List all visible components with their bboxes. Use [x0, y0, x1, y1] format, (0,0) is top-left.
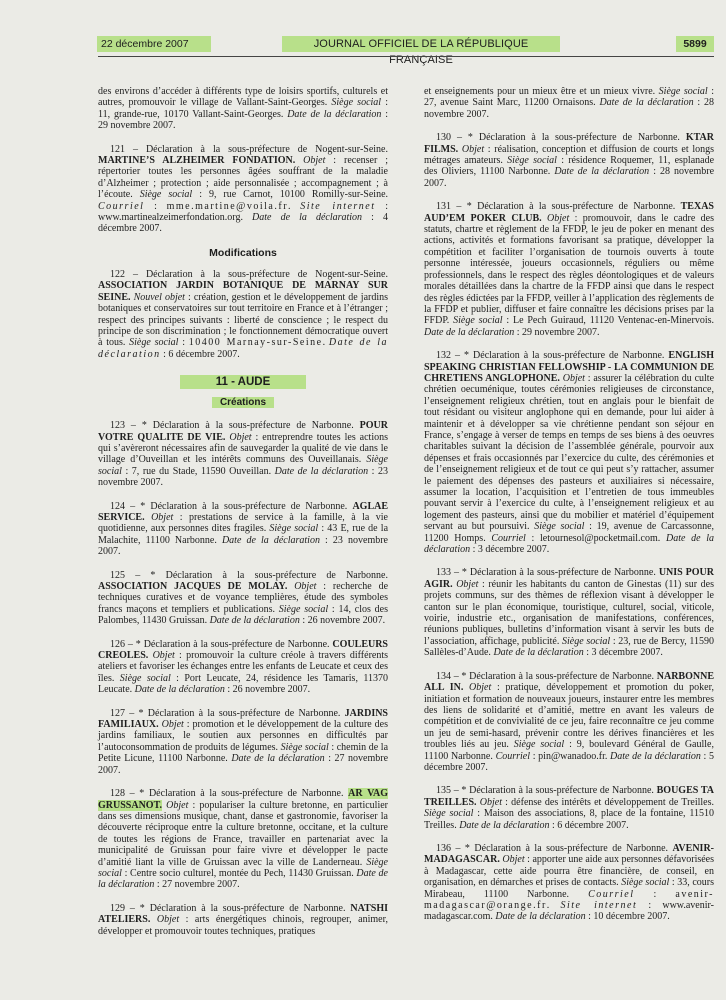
entry-text: : 9, boulevard Général de Gaulle, 11100 Narbonne.: [424, 739, 714, 762]
entry-text: Siège social: [119, 672, 171, 684]
entry-text: :: [144, 200, 167, 212]
entry-text: : 28 novembre 2007.: [424, 166, 715, 189]
entry-text: Déclaration à la sous-préfecture de Nogent-sur-Seine.: [145, 268, 388, 280]
entry-number: 122 –: [110, 268, 146, 280]
entry-text: Objet: [469, 682, 492, 694]
entry-123: [98, 420, 388, 488]
entry-text: Objet: [152, 650, 175, 662]
entry-text: : Port Leucate, 24, résidence les Tamaris, 11370 Leucate.: [98, 672, 388, 696]
entry-text: Siège social: [98, 454, 388, 477]
entry-text: Date de la déclaration: [610, 750, 701, 762]
association-name: COULEURS CREOLES.: [98, 638, 388, 662]
entry-number: 129 – *: [110, 902, 150, 914]
entry-text: Date de la déclaration: [134, 684, 225, 696]
entry-text: Siège social: [658, 86, 708, 97]
entry-text: et enseignements pour un mieux être et un mieux vivre.: [424, 86, 659, 97]
entry-text: Siège social: [513, 739, 565, 751]
entry-number: 128 – *: [110, 788, 149, 800]
entry-text: : 43 E, rue de la Malachite, 11100 Narbonne.: [98, 523, 389, 546]
entry-number: 124 – *: [110, 500, 151, 512]
entry-text: : 3 décembre 2007.: [583, 647, 663, 659]
entry-text: : recenser ; répertorier toutes les personnes âgées souffrant de la maladie d’Alzheimer ; protection ; aide personnalisée ; accompagnement ; à l’écoute.: [98, 155, 388, 201]
entry-text: Objet: [229, 431, 252, 443]
subsection-creations: [98, 392, 388, 410]
entry-text: .: [288, 200, 301, 212]
header-journal-title: JOURNAL OFFICIEL DE LA RÉPUBLIQUE FRANÇAISE: [282, 36, 560, 52]
entry-text: : 11, grande-rue, 10170 Vallant-Saint-Georges.: [98, 97, 389, 120]
entry-text: Objet: [456, 578, 479, 590]
entry-text: [295, 155, 303, 166]
entry-text: : chemin de la Petite Licune, 11100 Narbonne.: [98, 741, 389, 765]
entry-text: Déclaration à la sous-préfecture de Narbonne.: [477, 201, 681, 213]
entry-text: Objet: [547, 212, 570, 224]
entry-text: des environs d’accéder à différents type de loisirs sportifs, culturels et autres, promouvoir le village de Vallant-Saint-Georges.: [98, 86, 388, 109]
entry-text: : 27, avenue Saint Marc, 11200 Ornaisons.: [424, 86, 714, 109]
section-11-aude: [98, 372, 388, 390]
entry-text: : 26 novembre 2007.: [224, 684, 311, 696]
entry-text: Siège social: [278, 603, 329, 615]
entry-text: : Le Pech Guiraud, 11120 Ventenac-en-Minervois.: [502, 315, 714, 327]
entry-124: [98, 501, 388, 558]
entry-133: [424, 567, 714, 658]
entry-number: 134 – *: [436, 670, 470, 682]
entry-text: Déclaration à la sous-préfecture de Narbonne.: [165, 569, 388, 581]
entry-text: Siège social: [269, 523, 319, 535]
association-name: KTAR FILMS.: [424, 132, 714, 155]
entry-text: Déclaration à la sous-préfecture de Narbonne.: [469, 567, 659, 579]
entry-text: Courriel: [98, 200, 145, 212]
entry-text: : 6 décembre 2007.: [549, 819, 629, 831]
entry-text: : 3 décembre 2007.: [470, 544, 550, 556]
entry-continuation-top-right: [424, 86, 714, 120]
entry-text: Déclaration à la sous-préfecture de Narbonne.: [152, 420, 360, 432]
entry-number: 131 – *: [436, 201, 478, 213]
entry-text: Objet: [166, 799, 189, 811]
entry-text: : résidence Roquemer, 11, esplanade des Oliviers, 11100 Narbonne.: [424, 155, 715, 178]
entry-text: : 10 décembre 2007.: [585, 911, 670, 923]
entry-text: : 6 décembre 2007.: [160, 348, 240, 360]
entry-text: Objet: [151, 511, 174, 523]
entry-text: Siège social: [424, 808, 474, 820]
entry-number: 127 – *: [110, 707, 148, 719]
entry-text: Déclaration à la sous-préfecture de Narbonne.: [149, 902, 351, 914]
entry-text: : 27 novembre 2007.: [154, 879, 240, 891]
entry-text: Déclaration à la sous-préfecture de Narbonne.: [143, 638, 333, 650]
entry-text: Déclaration à la sous-préfecture de Narbonne.: [147, 707, 345, 719]
header-rule: [98, 56, 714, 57]
entry-text: Site internet: [560, 900, 638, 911]
section-11-aude-label: 11 - AUDE: [180, 375, 307, 389]
entry-text: Siège social: [280, 741, 329, 753]
entry-text: Date de la déclaration: [274, 465, 369, 477]
entry-text: Déclaration à la sous-préfecture de Narbonne.: [474, 842, 673, 854]
entry-text: : réalisation, conception et diffusion de courts et longs métrages amateurs.: [424, 143, 715, 167]
entry-text: : 29 novembre 2007.: [514, 326, 600, 338]
entry-text: : promotion et le développement de la culture des jardins familiaux, le soutien aux personnes en difficultés par l’autoconsommation de produits de légumes.: [98, 719, 389, 753]
association-name: JARDINS FAMILIAUX.: [98, 707, 388, 731]
entry-text: : 28 novembre 2007.: [424, 97, 715, 120]
entry-text: : pin@wanadoo.fr.: [530, 750, 611, 762]
entry-text: mme.martine@voila.fr: [166, 200, 289, 212]
association-name: UNIS POUR AGIR.: [424, 567, 714, 590]
association-name: NATSHI ATELIERS.: [98, 902, 388, 926]
subsection-creations-label: Créations: [212, 397, 274, 408]
entry-number: 123 – *: [110, 420, 153, 432]
association-name: NARBONNE ALL IN.: [424, 670, 714, 694]
entry-text: : 5 décembre 2007.: [424, 750, 715, 773]
entry-text: Objet: [479, 796, 502, 808]
entry-text: : recherche de techniques curatives et de voyance templières, étude des symboles francs maçons et templiers et publications.: [98, 581, 389, 615]
entry-text: Date de la déclaration: [231, 753, 325, 765]
entry-text: Siège social: [453, 315, 503, 327]
entry-text: : www.avenir-madagascar.com.: [424, 900, 714, 923]
entry-text: Objet: [303, 155, 326, 167]
entry-text: Siège social: [139, 189, 193, 201]
entry-127: [98, 708, 388, 776]
entry-number: 125 – *: [110, 569, 166, 581]
entry-text: : 23 novembre 2007.: [98, 465, 389, 489]
entry-125: [98, 570, 388, 627]
entry-text: Objet: [461, 143, 485, 155]
entry-text: : arts énergétiques chinois, regrouper, animer, développer et promouvoir toutes techniques, pratiques: [98, 914, 388, 937]
entry-text: : www.martinealzeimerfondation.org.: [98, 200, 389, 224]
entry-text: : pratique, développement et promotion du poker, initiation et formation de nouveaux joueurs, instaurer entre les membres des liens de solidarité et d’amitié, mettre en avant les valeurs de compétition et de convivialité de ce jeu, faire reconnaître ce jeu comme un jeu de semi-hasard, prévenir contre les dérives financières et les troubles liés au jeu.: [424, 682, 715, 751]
entry-126: [98, 639, 388, 696]
entry-text: :: [634, 888, 676, 900]
entry-text: Date de la déclaration: [98, 337, 389, 360]
association-name: ASSOCIATION JARDIN BOTANIQUE DE MARNAY SUR SEINE.: [98, 280, 388, 303]
entry-text: Déclaration à la sous-préfecture de Narbonne.: [469, 670, 657, 682]
entry-129: [98, 903, 388, 937]
entry-134: [424, 671, 714, 774]
association-name: AGLAE SERVICE.: [98, 500, 388, 523]
entry-text: Objet: [161, 719, 184, 731]
entry-number: 135 – *: [436, 785, 470, 797]
entry-text: Courriel: [588, 888, 635, 900]
association-name: AR VAG GRUSSANOT.: [98, 788, 388, 811]
entry-text: : 14, clos des Palombes, 11430 Gruissan.: [98, 603, 388, 627]
entry-text: Date de la déclaration: [287, 108, 382, 120]
entry-text: Site internet: [300, 200, 376, 212]
entry-text: : 27 novembre 2007.: [98, 753, 389, 776]
entry-text: Siège social: [562, 635, 611, 647]
entry-text: Objet: [156, 914, 180, 926]
entry-text: : letournesol@pocketmail.com.: [525, 532, 666, 544]
entry-text: Siège social: [507, 155, 557, 167]
entry-131: [424, 201, 714, 338]
entry-text: Déclaration à la sous-préfecture de Narbonne.: [148, 788, 349, 800]
entry-text: : 29 novembre 2007.: [98, 108, 388, 132]
entry-text: : Maison des associations, 8, place de la fontaine, 11510 Treilles.: [424, 808, 715, 831]
entry-121: [98, 144, 388, 235]
entry-text: : promouvoir la culture créole à travers différents ateliers et favoriser les échanges entre les enfants de Leucate et ceux des îles.: [98, 650, 389, 684]
entry-text: Date de la déclaration: [221, 534, 320, 546]
entry-132: [424, 350, 714, 555]
entry-text: : réunir les habitants du canton de Ginestas (11) sur des projets communs, sur des thèmes de réflexion visant à développer le canton sur le plan économique, touristique, culturel, social, viticole, voirie, industrie etc., organisation de manifestations, conférences, réunions publiques, bulletins d’information visant à servir les buts de l’association, affichage, publicité.: [424, 578, 714, 647]
entry-text: Date de la déclaration: [209, 615, 300, 627]
entry-text: Date de la déclaration: [495, 911, 586, 923]
entry-text: Date de la déclaration: [554, 166, 650, 178]
entry-text: Siège social: [621, 877, 670, 889]
entry-text: Déclaration à la sous-préfecture de Narbonne.: [469, 785, 657, 797]
association-name: POUR VOTRE QUALITE DE VIE.: [98, 420, 388, 443]
entry-136: [424, 843, 714, 923]
entry-text: : populariser la culture bretonne, en particulier dans ses dimensions musique, chant, danse et gastronomie, favoriser la découverte réciproque entre la culture bretonne, occitane, et la culture de toutes les régions de France, travailler en partenariat avec la municipalité de Gruissan pour faire vivre et développer le pacte d’amitié liant la ville de Gruissan avec la ville de Landerneau.: [98, 799, 389, 868]
entry-text: Objet: [294, 581, 317, 592]
entry-text: avenir-madagascar@orange.fr: [424, 888, 714, 911]
entry-text: Date de la déclaration: [493, 647, 584, 659]
left-column: [98, 86, 388, 949]
entry-text: Objet: [562, 372, 585, 384]
association-name: ENGLISH SPEAKING CHRISTIAN FELLOWSHIP - LA COMMUNION DE CHRETIENS ANGLOPHONE.: [424, 350, 714, 384]
entry-text: Date de la déclaration: [424, 326, 515, 338]
entry-number: 121 –: [110, 143, 146, 155]
entry-text: : création, gestion et le développement de jardins botaniques et conservatoires sur tout territoire en France et à l’étranger ; respect des principes suivants : liberté de conscience ; le respect du principe de son discrimination ; le fonctionnement démocratique ouvert à tous.: [98, 291, 389, 349]
right-column: [424, 86, 714, 935]
entry-text: : 23 novembre 2007.: [98, 534, 388, 558]
entry-text: Siège social: [331, 97, 382, 109]
header-page-number: 5899: [676, 36, 714, 52]
entry-text: Courriel: [495, 750, 531, 762]
entry-number: 133 – *: [436, 567, 470, 579]
entry-number: 130 – *: [436, 132, 479, 144]
entry-text: :: [178, 337, 189, 349]
association-name: TEXAS AUD’EM POKER CLUB.: [424, 201, 714, 224]
entry-text: Date de la déclaration: [252, 212, 363, 224]
entry-text: Date de la déclaration: [424, 532, 714, 556]
entry-text: : défense des intérêts et développement de Treilles.: [501, 796, 714, 808]
entry-text: 10400 Marnay-sur-Seine: [188, 337, 323, 349]
entry-text: : 7, rue du Stade, 11590 Ouveillan.: [121, 465, 275, 477]
entry-number: 126 – *: [110, 638, 144, 650]
entry-continuation-top-left: [98, 86, 388, 132]
entry-text: Déclaration à la sous-préfecture de Narbonne.: [478, 132, 686, 144]
entry-text: : Centre socio culturel, montée du Pech, 11430 Gruissan.: [121, 867, 357, 879]
entry-text: : 19, avenue de Carcassonne, 11200 Homps.: [424, 521, 715, 544]
association-name: AVENIR-MADAGASCAR.: [424, 842, 714, 866]
entry-text: Courriel: [491, 532, 526, 544]
association-name: BOUGES TA TREILLES.: [424, 785, 714, 808]
entry-number: 136 – *: [436, 842, 475, 854]
association-name: ASSOCIATION JACQUES DE MOLAY.: [98, 581, 288, 592]
entry-128: [98, 788, 388, 891]
entry-text: Date de la déclaration: [599, 97, 694, 109]
entry-text: : 4 décembre 2007.: [98, 212, 389, 235]
entry-text: : 33, cours Mirabeau, 11100 Narbonne.: [424, 877, 714, 900]
entry-text: : prestations de service à la famille, à la vie quotidienne, aux personnes dites fragiles.: [98, 511, 388, 535]
header-date: 22 décembre 2007: [97, 36, 211, 52]
entry-text: : apporter une aide aux personnes défavorisées à Madagascar, cette aide pourra être financière, de conseil, en organisation, en démarches et prises de contacts.: [424, 854, 715, 889]
entry-text: : assurer la célébration du culte chrétien oecuménique, toutes cérémonies religieuses de circonstance, l’enseignement religieux chrétien, tout en anglais pour le bienfait de tout résidant ou visiteur anglophone qui en demande, pour lui aider à maintenir et à développer sa vie chrétienne pendant son séjour en France, s’engage à verser de temps en temps de ses biens à des oeuvres charitables suivant la décision de l’assemblée générale, pourvoir aux dépenses et frais occasionnés par l’exercice du culte, des cérémonies et de l’enseignement religieux et de tout ce qui peut s’y rattacher, assumer le paiement des dépenses des pasteurs et auxiliaires si nécessaire, assumer la location, l’acquisition et l’entretien de tous immeubles pouvant servir à l’exercice du culte, à l’enseignement religieux et au logement des pasteurs, ainsi que du mobilier et matériel d’équipement servant au but poursuivi.: [424, 372, 715, 533]
entry-text: .: [322, 337, 329, 349]
entry-text: Déclaration à la sous-préfecture de Nogent-sur-Seine.: [145, 143, 388, 155]
entry-135: [424, 785, 714, 831]
entry-text: Déclaration à la sous-préfecture de Narbonne.: [473, 350, 669, 362]
entry-text: Siège social: [129, 337, 179, 349]
entry-text: : 9, rue Carnot, 10100 Romilly-sur-Seine.: [192, 189, 389, 201]
entry-text: Date de la déclaration: [459, 819, 550, 831]
entry-text: : 26 novembre 2007.: [299, 615, 386, 627]
entry-122: [98, 269, 388, 360]
entry-text: Objet: [502, 854, 525, 866]
entry-text: .: [546, 900, 561, 911]
entry-text: : entreprendre toutes les actions qui s’avèreront nécessaires afin de sauvegarder la qualité de vie dans le village d’Ouveillan et les intérêts communs des Ouveillanais.: [98, 431, 389, 466]
entry-text: : 23, rue de Bercy, 11590 Sallèles-d’Aude.: [424, 635, 714, 659]
entry-text: Déclaration à la sous-préfecture de Narbonne.: [150, 500, 353, 512]
entry-text: Siège social: [534, 521, 585, 533]
entry-text: Siège social: [98, 856, 388, 879]
entry-130: [424, 132, 714, 189]
entry-number: 132 – *: [436, 350, 474, 362]
entry-text: Date de la déclaration: [98, 867, 388, 891]
association-name: MARTINE’S ALZHEIMER FONDATION.: [98, 155, 296, 167]
entry-text: Nouvel objet: [133, 291, 185, 303]
heading-modifications: Modifications: [209, 246, 277, 259]
entry-text: : promouvoir, dans le cadre des statuts, chartre et règlement de la FFDP, le jeu de poker en menant des actions, activités et formations favorisant sa pratique, développer la compétition et faciliter l’organisation de tournois ouverts à toute personne intéressée, joueurs occasionnels, réguliers ou même professionnels, dans le respect des règles déontologiques et de valeurs morales détaillées dans la chartre de la FFDP ainsi que dans le respect des règles édictées par la FFDP, veiller à l’application des règlements de la FFDP et publier, diffuser et faire connaître les décisions prises par la FFDP.: [424, 212, 714, 327]
